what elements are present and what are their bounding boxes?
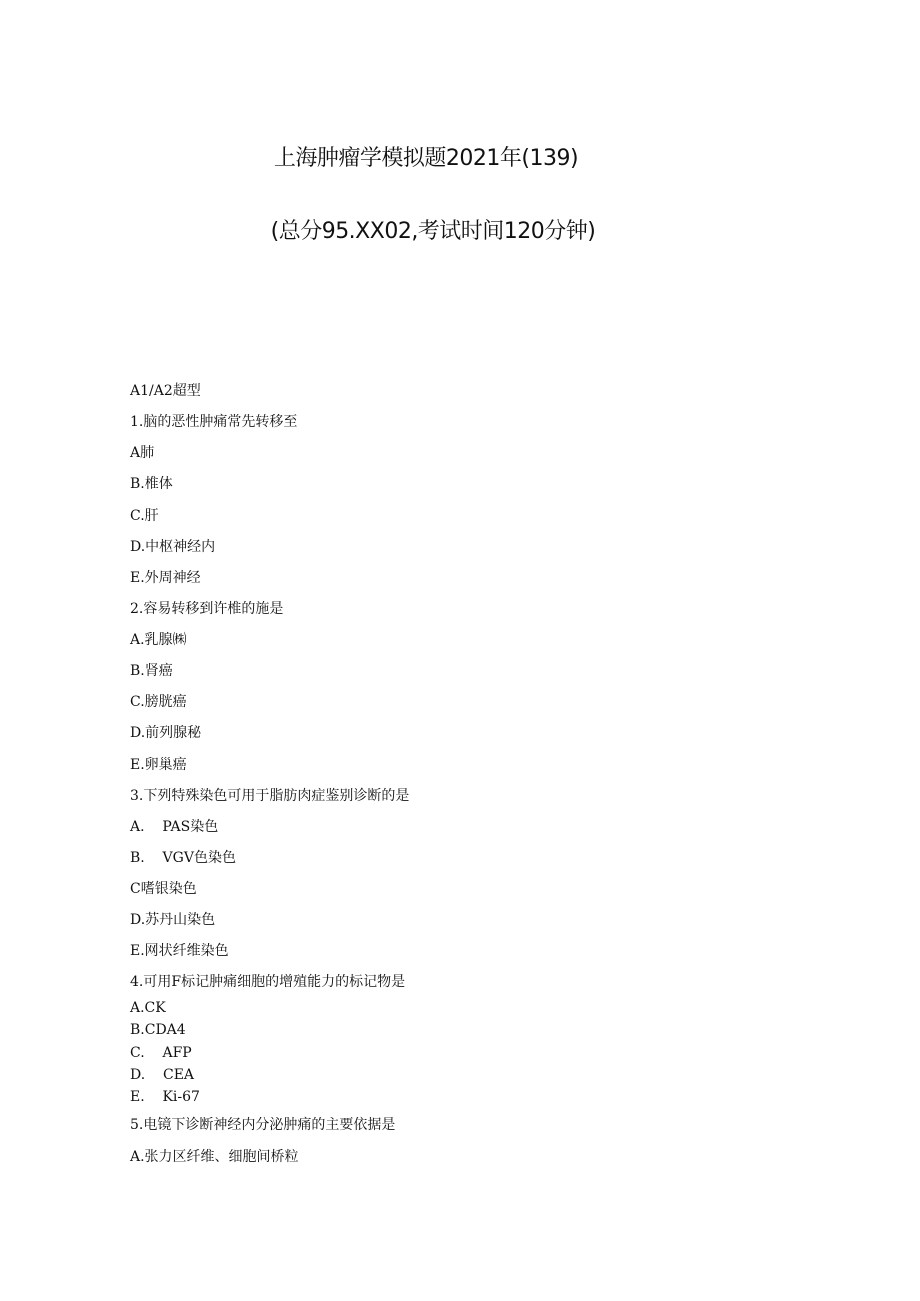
answer-option: A.乳腺㈱ <box>130 632 187 648</box>
answer-option: E.卵巢癌 <box>130 757 187 773</box>
answer-option: D.前列腺秘 <box>130 725 202 741</box>
answer-option: D. CEA <box>130 1067 195 1083</box>
answer-option: A. PAS染色 <box>130 819 219 835</box>
answer-option: B.肾癌 <box>130 663 173 679</box>
answer-option: B.椎体 <box>130 476 173 492</box>
question-text: 3.下列特殊染色可用于脂肪肉症鉴别诊断的是 <box>130 788 410 804</box>
answer-option: C. AFP <box>130 1045 192 1061</box>
answer-option: B. VGV色染色 <box>130 850 236 866</box>
question-text: 1.脑的恶性肿痛常先转移至 <box>130 414 298 430</box>
question-text: 4.可用F标记肿痛细胞的增殖能力的标记物是 <box>130 974 406 990</box>
answer-option: C嗜银染色 <box>130 881 197 897</box>
exam-title: 上海肿瘤学模拟题2021年(139) <box>273 146 579 171</box>
answer-option: C.肝 <box>130 508 159 524</box>
answer-option: E.网状纤维染色 <box>130 943 229 959</box>
answer-option: D.中枢神经内 <box>130 539 216 555</box>
answer-option: B.CDA4 <box>130 1022 186 1038</box>
question-text: 2.容易转移到许椎的施是 <box>130 601 284 617</box>
answer-option: E.外周神经 <box>130 570 201 586</box>
answer-option: C.膀胱癌 <box>130 694 187 710</box>
section-heading: A1/A2超型 <box>130 383 201 399</box>
answer-option: E. Ki-67 <box>130 1089 200 1105</box>
answer-option: A.张力区纤维、细胞间桥粒 <box>130 1149 299 1165</box>
exam-subtitle: (总分95.XX02,考试时间120分钟) <box>270 219 596 244</box>
question-text: 5.电镜下诊断神经内分泌肿痛的主要依据是 <box>130 1117 396 1133</box>
answer-option: A肺 <box>130 445 155 461</box>
answer-option: D.苏丹山染色 <box>130 912 216 928</box>
answer-option: A.CK <box>130 1000 166 1016</box>
